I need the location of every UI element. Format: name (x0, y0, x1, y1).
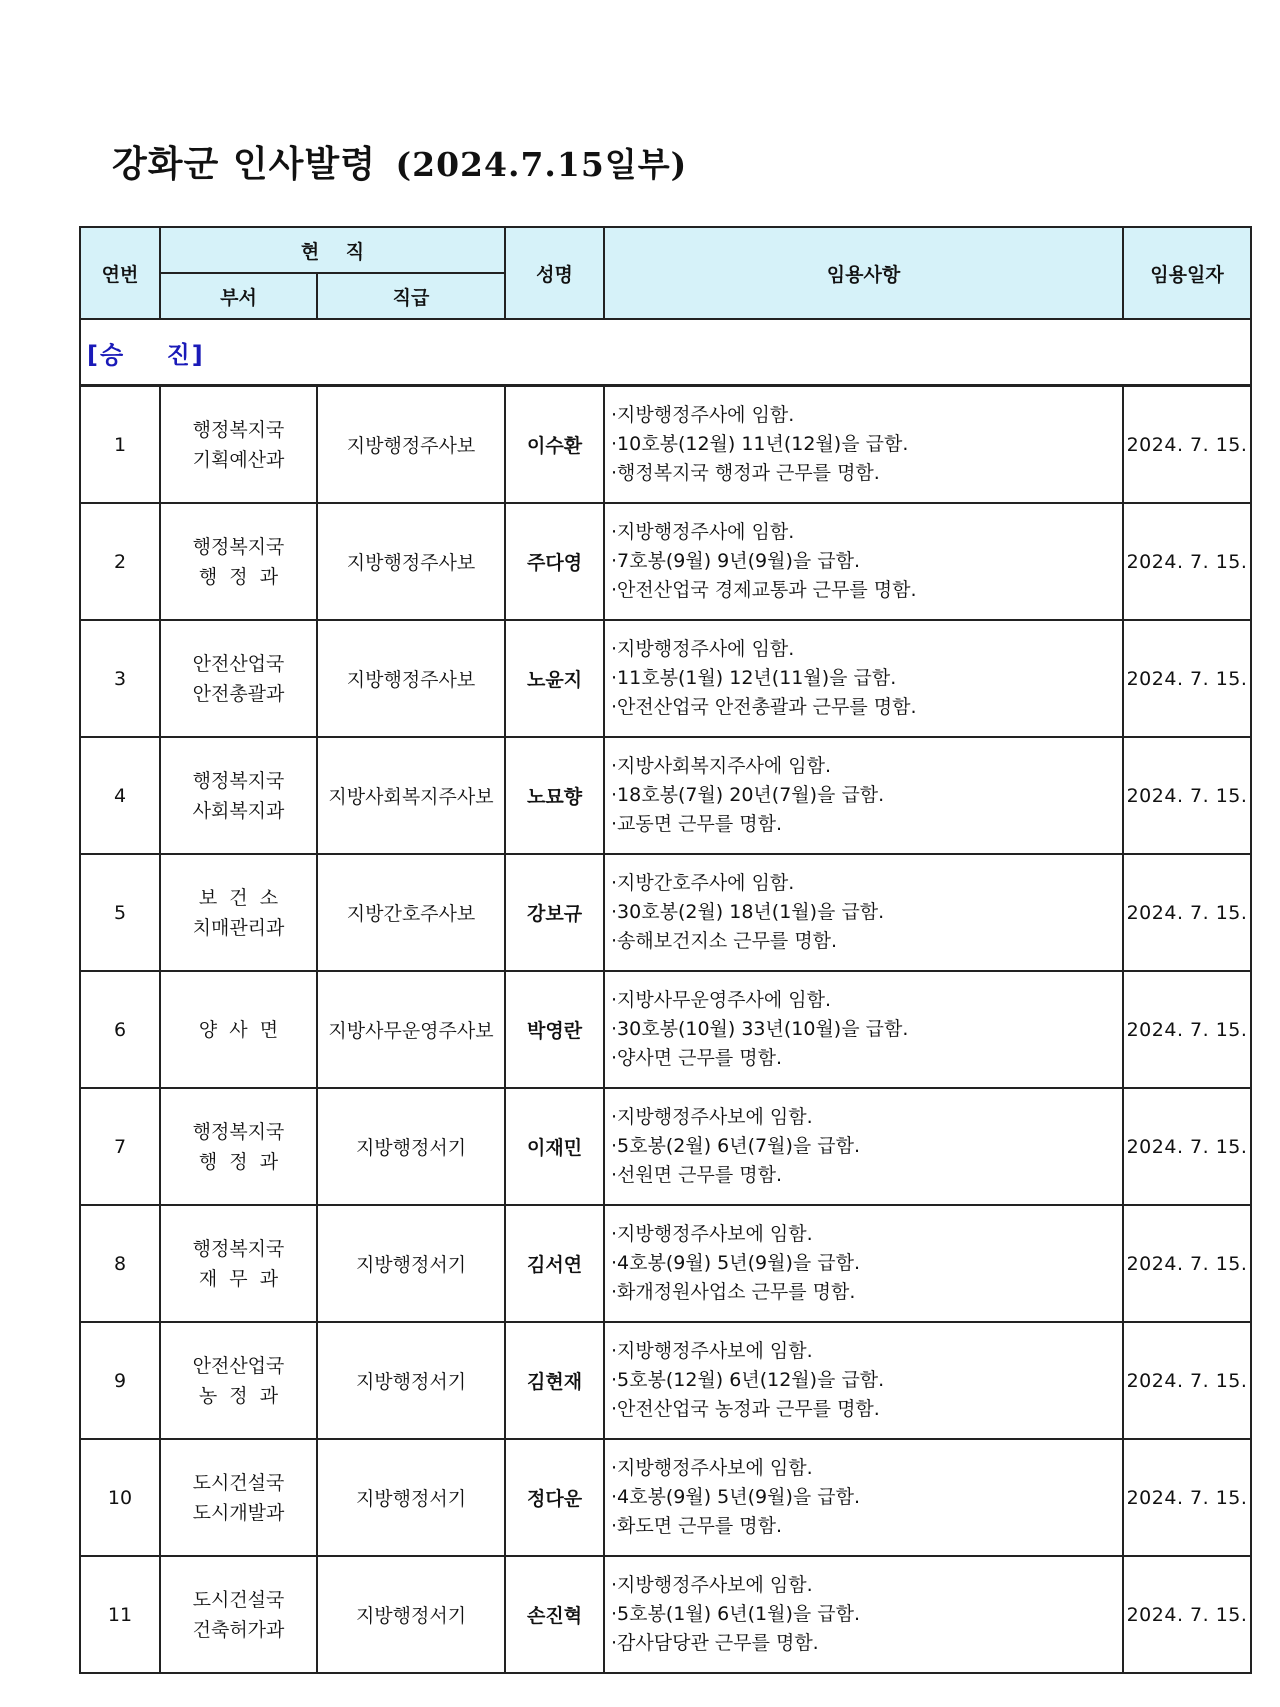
table-row (80, 503, 1251, 620)
row-appoint-date: 2024. 7. 15. (1123, 386, 1251, 504)
header-rank: 직급 (317, 273, 505, 319)
row-detail-line1: ·지방행정주사보에 임함. (611, 1223, 813, 1245)
row-dept-line2: 행 정 과 (198, 565, 279, 588)
row-detail-line3: ·감사담당관 근무를 명함. (611, 1632, 819, 1654)
row-dept (160, 854, 317, 971)
section-cell (80, 319, 1251, 386)
row-detail-line1: ·지방행정주사에 임함. (611, 404, 795, 426)
row-dept-line2: 안전총괄과 (192, 682, 285, 705)
appointment-table (79, 226, 1252, 1674)
row-rank: 지방행정서기 (317, 1556, 505, 1673)
row-name: 노묘향 (505, 737, 604, 854)
row-appoint-date: 2024. 7. 15. (1123, 620, 1251, 737)
row-detail-line1: ·지방사회복지주사에 임함. (611, 755, 832, 777)
row-name: 이재민 (505, 1088, 604, 1205)
row-detail-line1: ·지방행정주사보에 임함. (611, 1457, 813, 1479)
row-rank: 지방행정서기 (317, 1439, 505, 1556)
row-name: 노윤지 (505, 620, 604, 737)
row-dept (160, 386, 317, 504)
row-details (604, 503, 1123, 620)
row-rank: 지방행정주사보 (317, 503, 505, 620)
row-details (604, 971, 1123, 1088)
row-number: 8 (80, 1205, 160, 1322)
row-appoint-date: 2024. 7. 15. (1123, 503, 1251, 620)
row-dept-line2: 도시개발과 (192, 1501, 285, 1524)
header-seq: 연번 (80, 227, 160, 319)
row-name: 이수환 (505, 386, 604, 504)
table-row (80, 620, 1251, 737)
row-detail-line2: ·4호봉(9월) 5년(9월)을 급함. (611, 1486, 861, 1508)
row-number: 5 (80, 854, 160, 971)
row-detail-line1: ·지방행정주사에 임함. (611, 638, 795, 660)
table-row (80, 971, 1251, 1088)
row-rank: 지방사무운영주사보 (317, 971, 505, 1088)
table-row (80, 1556, 1251, 1673)
row-name: 강보규 (505, 854, 604, 971)
section-row (80, 319, 1251, 386)
table-row (80, 1088, 1251, 1205)
row-detail-line3: ·안전산업국 경제교통과 근무를 명함. (611, 579, 917, 601)
row-appoint-date: 2024. 7. 15. (1123, 854, 1251, 971)
row-dept (160, 503, 317, 620)
row-details (604, 1439, 1123, 1556)
title-main: 강화군 인사발령 (112, 144, 376, 185)
header-appoint-date: 임용일자 (1123, 227, 1251, 319)
appointment-table-wrapper (79, 226, 1252, 1674)
row-dept-line1: 행정복지국 (192, 535, 285, 558)
row-number: 2 (80, 503, 160, 620)
row-dept (160, 1088, 317, 1205)
row-dept-line1: 행정복지국 (192, 769, 285, 792)
row-rank: 지방행정서기 (317, 1088, 505, 1205)
row-dept (160, 1322, 317, 1439)
row-appoint-date: 2024. 7. 15. (1123, 1088, 1251, 1205)
row-number: 1 (80, 386, 160, 504)
row-number: 10 (80, 1439, 160, 1556)
row-dept-line2: 재 무 과 (198, 1267, 279, 1290)
row-detail-line2: ·10호봉(12월) 11년(12월)을 급함. (611, 433, 909, 455)
row-name: 김서연 (505, 1205, 604, 1322)
row-rank: 지방행정주사보 (317, 386, 505, 504)
row-dept-line1: 안전산업국 (192, 652, 285, 675)
row-name: 김현재 (505, 1322, 604, 1439)
row-detail-line3: ·안전산업국 안전총괄과 근무를 명함. (611, 696, 917, 718)
section-label: [승 진] (87, 340, 205, 369)
row-rank: 지방간호주사보 (317, 854, 505, 971)
row-details (604, 854, 1123, 971)
row-detail-line1: ·지방행정주사보에 임함. (611, 1340, 813, 1362)
row-detail-line1: ·지방행정주사보에 임함. (611, 1106, 813, 1128)
row-rank: 지방행정서기 (317, 1205, 505, 1322)
row-detail-line2: ·5호봉(1월) 6년(1월)을 급함. (611, 1603, 861, 1625)
row-details (604, 386, 1123, 504)
row-number: 6 (80, 971, 160, 1088)
row-dept-line2: 농 정 과 (198, 1384, 279, 1407)
row-detail-line3: ·화개정원사업소 근무를 명함. (611, 1281, 856, 1303)
row-rank: 지방사회복지주사보 (317, 737, 505, 854)
row-appoint-date: 2024. 7. 15. (1123, 1439, 1251, 1556)
row-detail-line2: ·11호봉(1월) 12년(11월)을 급함. (611, 667, 897, 689)
row-dept-line2: 사회복지과 (192, 799, 285, 822)
row-details (604, 620, 1123, 737)
row-number: 3 (80, 620, 160, 737)
row-detail-line2: ·18호봉(7월) 20년(7월)을 급함. (611, 784, 885, 806)
row-details (604, 1322, 1123, 1439)
row-name: 박영란 (505, 971, 604, 1088)
row-dept (160, 1439, 317, 1556)
row-dept (160, 737, 317, 854)
row-number: 7 (80, 1088, 160, 1205)
header-name: 성명 (505, 227, 604, 319)
row-dept-line1: 행정복지국 (192, 418, 285, 441)
row-detail-line3: ·교동면 근무를 명함. (611, 813, 783, 835)
row-appoint-date: 2024. 7. 15. (1123, 1205, 1251, 1322)
row-detail-line1: ·지방간호주사에 임함. (611, 872, 795, 894)
row-detail-line1: ·지방행정주사에 임함. (611, 521, 795, 543)
row-dept-line2: 기획예산과 (192, 448, 285, 471)
row-appoint-date: 2024. 7. 15. (1123, 1322, 1251, 1439)
row-name: 정다운 (505, 1439, 604, 1556)
row-appoint-date: 2024. 7. 15. (1123, 737, 1251, 854)
row-dept-line2: 건축허가과 (192, 1618, 285, 1641)
row-number: 4 (80, 737, 160, 854)
table-row (80, 854, 1251, 971)
row-details (604, 1556, 1123, 1673)
row-detail-line3: ·행정복지국 행정과 근무를 명함. (611, 462, 880, 484)
row-details (604, 1205, 1123, 1322)
row-dept-line1: 안전산업국 (192, 1354, 285, 1377)
row-number: 11 (80, 1556, 160, 1673)
row-detail-line3: ·선원면 근무를 명함. (611, 1164, 783, 1186)
row-dept (160, 620, 317, 737)
row-dept-line2: 행 정 과 (198, 1150, 279, 1173)
title-date: (2024.7.15일부) (395, 145, 688, 184)
header-current-position: 현 직 (160, 227, 505, 273)
row-detail-line1: ·지방행정주사보에 임함. (611, 1574, 813, 1596)
row-dept-line1: 행정복지국 (192, 1237, 285, 1260)
row-dept-line1: 도시건설국 (192, 1588, 285, 1611)
table-row (80, 1205, 1251, 1322)
page-title (112, 136, 687, 187)
row-detail-line2: ·5호봉(12월) 6년(12월)을 급함. (611, 1369, 885, 1391)
row-detail-line2: ·7호봉(9월) 9년(9월)을 급함. (611, 550, 861, 572)
row-dept (160, 1556, 317, 1673)
table-row (80, 386, 1251, 504)
row-appoint-date: 2024. 7. 15. (1123, 1556, 1251, 1673)
row-rank: 지방행정주사보 (317, 620, 505, 737)
row-dept-line1: 도시건설국 (192, 1471, 285, 1494)
row-detail-line3: ·송해보건지소 근무를 명함. (611, 930, 838, 952)
row-details (604, 737, 1123, 854)
row-dept (160, 1205, 317, 1322)
row-dept-line1: 보 건 소 (198, 886, 279, 909)
row-detail-line2: ·4호봉(9월) 5년(9월)을 급함. (611, 1252, 861, 1274)
header-details: 임용사항 (604, 227, 1123, 319)
row-number: 9 (80, 1322, 160, 1439)
row-dept-line2: 치매관리과 (192, 916, 285, 939)
table-row (80, 737, 1251, 854)
table-row (80, 1322, 1251, 1439)
row-rank: 지방행정서기 (317, 1322, 505, 1439)
row-detail-line2: ·30호봉(10월) 33년(10월)을 급함. (611, 1018, 909, 1040)
row-dept-line1: 행정복지국 (192, 1120, 285, 1143)
table-row (80, 1439, 1251, 1556)
row-detail-line1: ·지방사무운영주사에 임함. (611, 989, 832, 1011)
row-detail-line2: ·5호봉(2월) 6년(7월)을 급함. (611, 1135, 861, 1157)
row-dept (160, 971, 317, 1088)
row-dept-line1: 양 사 면 (198, 1018, 279, 1041)
row-detail-line3: ·화도면 근무를 명함. (611, 1515, 783, 1537)
row-detail-line3: ·안전산업국 농정과 근무를 명함. (611, 1398, 880, 1420)
row-appoint-date: 2024. 7. 15. (1123, 971, 1251, 1088)
header-dept: 부서 (160, 273, 317, 319)
row-details (604, 1088, 1123, 1205)
row-detail-line3: ·양사면 근무를 명함. (611, 1047, 783, 1069)
row-name: 손진혁 (505, 1556, 604, 1673)
row-name: 주다영 (505, 503, 604, 620)
row-detail-line2: ·30호봉(2월) 18년(1월)을 급함. (611, 901, 885, 923)
